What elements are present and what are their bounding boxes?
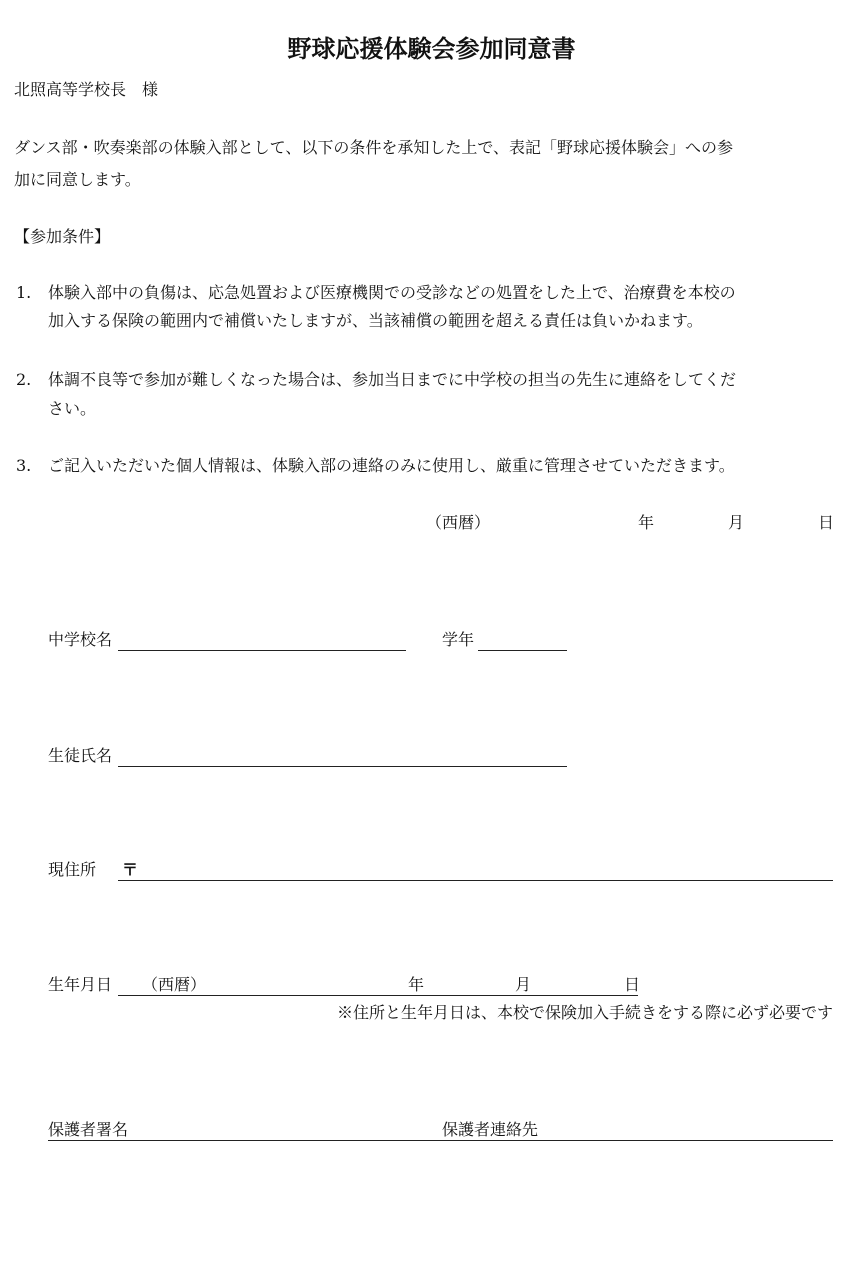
- birth-era: （西暦）: [142, 975, 207, 994]
- address-field[interactable]: [118, 880, 833, 881]
- grade-field[interactable]: [478, 650, 567, 651]
- condition-text: 体験入部中の負傷は、応急処置および医療機関での受診などの処置をした上で、治療費を本校の: [48, 283, 736, 302]
- birth-year: 年: [408, 975, 425, 994]
- condition-number: 3.: [16, 456, 32, 475]
- condition-number: 1.: [16, 283, 32, 302]
- guardian-signature-label: 保護者署名: [48, 1120, 129, 1139]
- date-year: 年: [638, 513, 655, 532]
- school-label: 中学校名: [48, 630, 113, 649]
- school-name-field[interactable]: [118, 650, 406, 651]
- page-title: 野球応援体験会参加同意書: [287, 34, 576, 63]
- birth-day: 日: [624, 975, 641, 994]
- date-month: 月: [728, 513, 745, 532]
- addressee: 北照高等学校長 様: [14, 80, 159, 99]
- condition-text: 加入する保険の範囲内で補償いたしますが、当該補償の範囲を超える責任は負いかねます。: [48, 311, 703, 330]
- conditions-heading: 【参加条件】: [14, 227, 111, 246]
- condition-text: さい。: [48, 399, 97, 418]
- student-name-label: 生徒氏名: [48, 746, 113, 765]
- intro-line-1: ダンス部・吹奏楽部の体験入部として、以下の条件を承知した上で、表記「野球応援体験会」への参: [14, 138, 734, 157]
- address-label: 現住所: [48, 860, 97, 879]
- condition-text: 体調不良等で参加が難しくなった場合は、参加当日までに中学校の担当の先生に連絡をしてくだ: [48, 370, 737, 389]
- date-era: （西暦）: [426, 513, 491, 532]
- birth-month: 月: [515, 975, 532, 994]
- postal-mark: 〒: [122, 860, 139, 879]
- guardian-signature-field[interactable]: [48, 1140, 833, 1141]
- student-name-field[interactable]: [118, 766, 567, 767]
- grade-label: 学年: [442, 630, 475, 649]
- guardian-contact-label: 保護者連絡先: [442, 1120, 539, 1139]
- required-note: ※住所と生年月日は、本校で保険加入手続きをする際に必ず必要です: [336, 1003, 833, 1022]
- condition-text: ご記入いただいた個人情報は、体験入部の連絡のみに使用し、厳重に管理させていただきます。: [48, 456, 735, 475]
- birthdate-field[interactable]: [118, 995, 638, 996]
- date-day: 日: [818, 513, 835, 532]
- intro-line-2: 加に同意します。: [14, 170, 141, 189]
- birthdate-label: 生年月日: [48, 975, 113, 994]
- condition-number: 2.: [16, 370, 32, 389]
